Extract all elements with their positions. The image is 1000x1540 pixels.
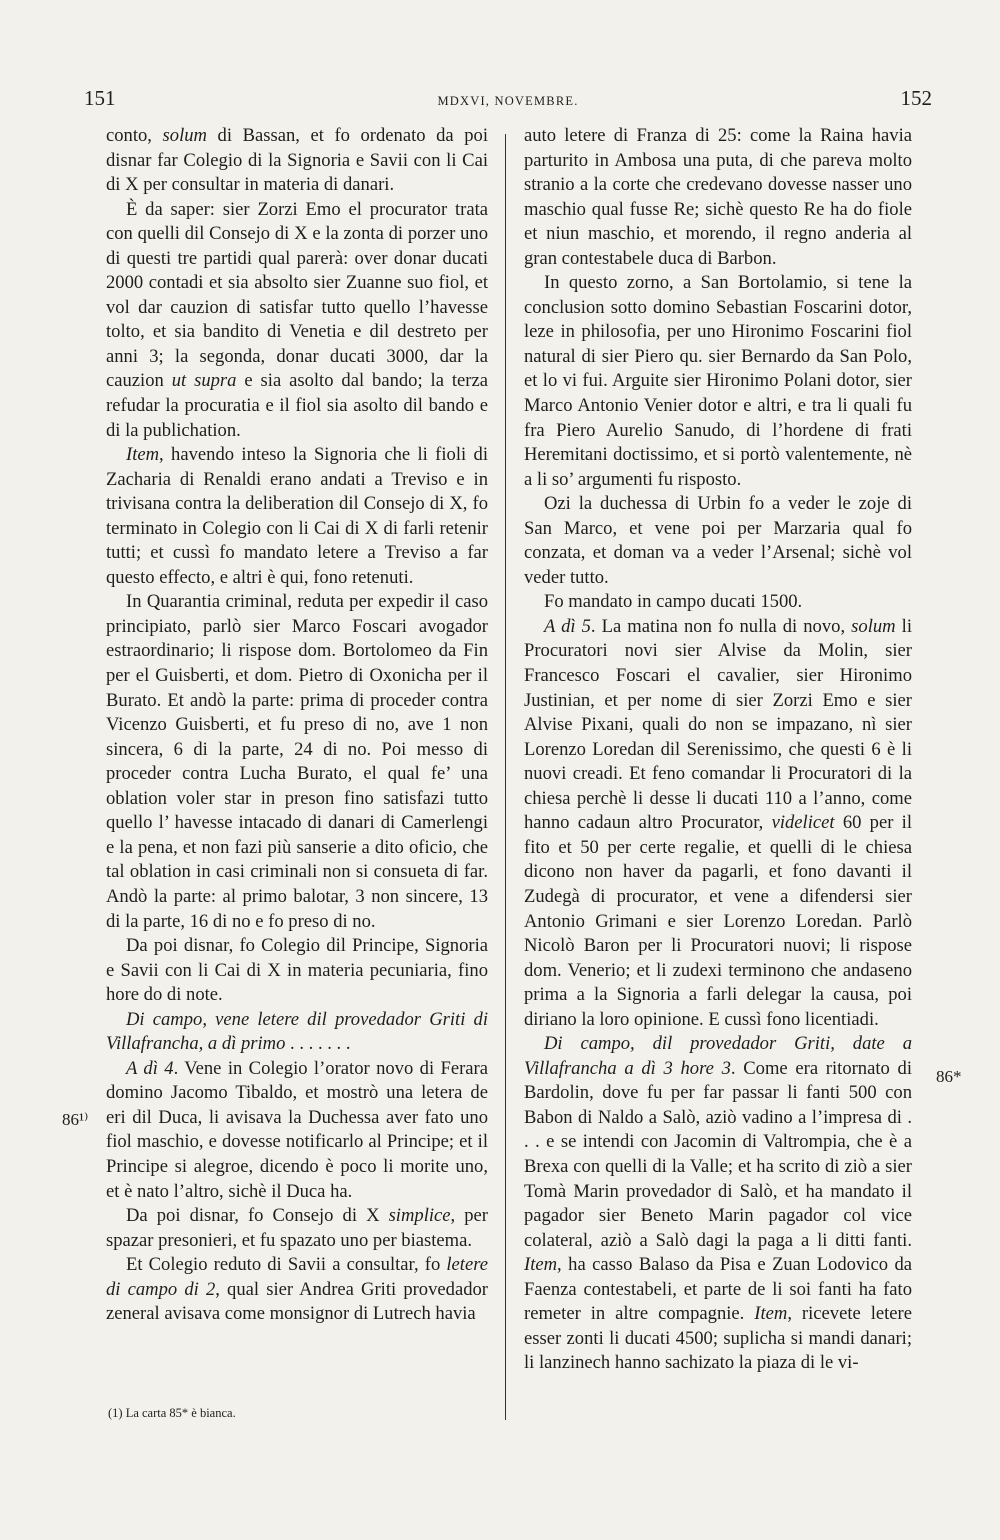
text-run: . Vene in Colegio l’orator novo di Ferara domino Jacomo Tibaldo, et mostrò una letera de eri dil Duca, li avisava la Duchessa aver fato uno fiol maschio, e dovesse notificarlo al Principe; et il Principe si alegroe, dicendo è poco li morite uno, et è nato l’altro, sichè il Duca ha. [106, 1057, 488, 1202]
text-run: , ricevete letere esser zonti li ducati 4500; suplicha si mandi danari; li lanzinech hanno sachizato la piaza di le vi- [524, 1303, 912, 1374]
italic-text: Item [754, 1303, 788, 1325]
text-run: È da saper: sier Zorzi Emo el procurator trata con quelli dil Consejo di X e la zonta di porzer uno di questi tre partidi qual parerà: over donar ducati 2000 contadi et sia absolto sier Zuanne suo fiol, et vol dar cauzion di satisfar tutto quello l’havesse tolto, et sia bandito di Venetia e dil destreto per anni 3; la segonda, donar ducati 3000, dar la cauzion [106, 198, 488, 392]
text-run: , ha casso Balaso da Pisa e Zuan Lodovico da Faenza contestabeli, et parte de li soi fanti ha fato remeter in altre compagnie. [524, 1254, 912, 1325]
running-head: MDXVI, NOVEMBRE. [437, 94, 579, 108]
paragraph [524, 124, 912, 271]
paragraph [106, 198, 488, 443]
text-run: , havendo inteso la Signoria che li fioli di Zacharia di Renaldi erano andati a Treviso e in trivisana contra la deliberation dil Consejo di X, fo terminato in Colegio con li Cai di X di farli retenir tutti; et cussì fo mandato letere a Treviso a far questo effecto, e altri è qui, fono retenuti. [106, 444, 488, 588]
italic-text: solum [851, 615, 896, 637]
paragraph [524, 590, 912, 615]
text-run: . Come era ritornato di Bardolin, dove fu per far passar li fanti 500 con Babon di Naldo a Salò, aziò vadino a l’impresa di . . . e se intendi con Jacomin di Valtrompia, che è a Brexa con quelli di la Valle; et ha scrito di ziò a sier Tomà Marin provedador di Salò, et ha mandato il pagador sier Beneto Marin pagador col vice colateral, aziò a Salò dagi la paga a li ditti fanti. [524, 1057, 912, 1251]
paragraph [106, 590, 488, 934]
text-run: e sia asolto dal bando; la terza refudar la procuratia e il fiol sia asolto dil bando e di la publichation. [106, 370, 488, 441]
text-run: conto, [106, 125, 163, 146]
text-run: Et Colegio reduto di Savii a consultar, fo [126, 1254, 447, 1276]
text-run: di Bassan, et fo ordenato da poi disnar far Colegio di la Signoria e Savii con li Cai di X per consultar in materia di danari. [106, 125, 488, 196]
paragraph [106, 934, 488, 1008]
italic-text: Di campo, dil provedador Griti, date a Villafrancha a dì 3 hore 3 [524, 1033, 912, 1079]
text-run: Da poi disnar, fo Colegio dil Principe, Signoria e Savii con li Cai di X in materia pecuniaria, fino hore do di note. [106, 935, 488, 1006]
italic-text: videlicet [771, 812, 835, 834]
right-column [524, 124, 912, 1376]
paragraph [524, 492, 912, 590]
text-run: Ozi la duchessa di Urbin fo a veder le zoje di San Marco, et vene poi per Marzaria qual fo conzata, et doman va a veder l’Arsenal; sichè vol veder tutto. [524, 493, 912, 588]
text-run: In Quarantia criminal, reduta per expedir il caso principiato, parlò sier Marco Foscari avogador estraordinario; li rispose dom. Bortolomeo da Fin per el Guisberti, et dom. Pietro di Oxonicha per il Burato. Et andò la parte: prima di proceder contra Vicenzo Guisberti, et fu preso di no, ave 1 non sincera, 6 di la parte, 24 di no. Poi messo di proceder contra Lucha Burato, el qual fe’ una oblation voler star in preson fino satisfazi tutto quello l’ havesse intacado di danari di Camerlengi e la pena, et non fazi più sanserie a dito oficio, che tal oblation in casi criminali non si consueta di far. Andò la parte: al primo balotar, 3 non sincere, 13 di la parte, 16 di no e fo preso di no. [106, 591, 488, 932]
text-run: . . . . . . . [285, 1033, 351, 1055]
paragraph [106, 443, 488, 590]
paragraph [524, 271, 912, 492]
italic-text: solum [162, 125, 207, 146]
margin-note-left: 86¹⁾ [62, 1110, 89, 1129]
paragraph [106, 124, 488, 198]
text-run: Da poi disnar, fo Consejo di X [126, 1205, 389, 1227]
footnote: (1) La carta 85* è bianca. [108, 1406, 236, 1420]
paragraph [106, 1008, 488, 1057]
column-divider [505, 134, 506, 1420]
text-run: , qual sier Andrea Griti provedador zeneral avisava come monsignor di Lutrech havia [106, 1278, 488, 1325]
paragraph [524, 615, 912, 1032]
text-run: auto letere di Franza di 25: come la Raina havia parturito in Ambosa una puta, di che pareva molto stranio a la corte che credevano dovesse nasser uno maschio qual fusse Re; sichè questo Re ha do fiole et niun maschio, et morendo, il regno anderia al gran contestabele duca di Barbon. [524, 125, 912, 269]
italic-text: ut supra [171, 370, 237, 392]
text-run: 60 per il fito et 50 per certe regalie, et quelli di le chiesa dicono non haver da pagarli, et fono davanti il Zudegà di procurator, et vene a difendersi sier Antonio Grimani e sier Lorenzo Loredan. Parlò Nicolò Baron per li Procuratori nuovi; li rispose dom. Venerio; et li zudexi terminono che andaseno prima a la Signoria a farli delegar la causa, poi diriano la loro opinione. E cussì fono licentiadi. [524, 812, 912, 1030]
paragraph [106, 1057, 488, 1204]
italic-text: letere di campo di 2 [106, 1254, 488, 1300]
paragraph [524, 1032, 912, 1376]
text-run: li Procuratori novi sier Alvise da Molin, sier Francesco Foscari el cavalier, sier Hironimo Justinian, et per nome di sier Zorzi Emo e sier Alvise Pixani, quali do non se impazano, nì sier Lorenzo Loredan dil Serenissimo, che questi 6 è li nuovi creadi. Et feno comandar li Procuratori di la chiesa perchè li desse li ducati 110 a l’anno, come hanno cadaun altro Procurator, [524, 615, 912, 834]
right-page-number: 152 [900, 86, 932, 110]
italic-text: Di campo, vene letere dil provedador Griti di Villafrancha, a dì primo [106, 1008, 488, 1055]
paragraph [106, 1253, 488, 1327]
left-page-number: 151 [84, 86, 116, 110]
page-header [84, 86, 932, 116]
italic-text: Item [126, 444, 160, 466]
text-run: In questo zorno, a San Bortolamio, si tene la conclusion sotto domino Sebastian Foscarini dotor, leze in philosofia, per uno Hironimo Foscarini fiol natural di sier Piero qu. sier Bernardo da San Polo, et lo vi fui. Arguite sier Hironimo Polani dotor, sier Marco Antonio Venier dotor e altri, e tra li quali fu fra Piero Aurelio Sanudo, di l’hordene di frati Heremitani doctissimo, et si portò valentemente, nè a li so’ argumenti fu risposto. [524, 272, 912, 490]
text-run: , per spazar presonieri, et fu spazato uno per biastema. [106, 1205, 488, 1251]
paragraph [106, 1204, 488, 1253]
italic-text: A dì 4 [126, 1057, 174, 1079]
italic-text: simplice [388, 1205, 451, 1227]
italic-text: A dì 5 [544, 615, 591, 637]
margin-note-right: 86* [936, 1067, 962, 1086]
italic-text: Item [524, 1254, 558, 1276]
text-run: Fo mandato in campo ducati 1500. [544, 591, 803, 613]
text-run: . La matina non fo nulla di novo, [590, 615, 852, 637]
left-column [106, 124, 488, 1327]
